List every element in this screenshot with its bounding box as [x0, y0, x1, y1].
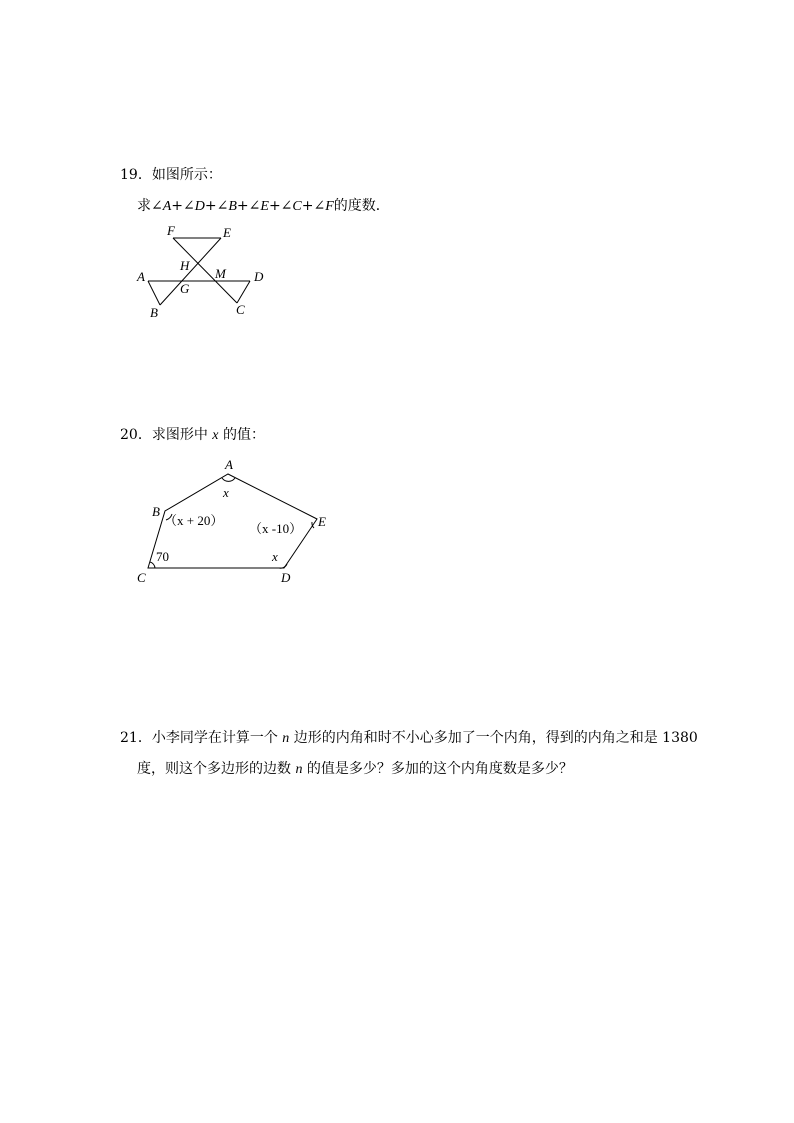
- question-text: 如图所示：: [151, 167, 222, 183]
- angle-term: ∠A: [151, 199, 172, 214]
- label-a: A: [137, 269, 145, 284]
- question-19-prompt: 求∠A+∠D+∠B+∠E+∠C+∠F的度数．: [137, 198, 390, 214]
- question-21-line-2: 度，则这个多边形的边数 n 的值是多少？多加的这个内角度数是多少？: [137, 761, 573, 777]
- angle-term: ∠E: [248, 199, 269, 214]
- label-m: M: [215, 266, 226, 281]
- label-b: B: [150, 305, 158, 320]
- question-number: 20．: [120, 427, 152, 443]
- label-d: D: [254, 269, 264, 284]
- label-d: D: [281, 570, 291, 585]
- angle-d-value: x: [272, 549, 278, 564]
- angle-arc-a: [222, 478, 235, 481]
- angle-term: ∠F: [313, 199, 334, 214]
- question-number: 21．: [120, 730, 152, 746]
- angle-term: ∠C: [280, 199, 302, 214]
- angle-c-value: 70: [156, 549, 169, 564]
- angle-b-value: （x + 20）: [164, 513, 224, 528]
- angle-e-value: （x -10）: [249, 521, 303, 536]
- variable-n: n: [295, 762, 303, 777]
- label-a: A: [225, 457, 233, 472]
- variable-x: x: [212, 428, 219, 443]
- question-21-line-1: 21．小李同学在计算一个 n 边形的内角和时不小心多加了一个内角，得到的内角之和是 1380: [120, 730, 698, 746]
- label-e: E: [223, 225, 231, 240]
- angle-arc-c: [150, 562, 155, 568]
- question-number: 19．: [120, 167, 152, 183]
- label-c: C: [137, 570, 146, 585]
- angle-term: ∠B: [216, 199, 237, 214]
- angle-term: ∠D: [183, 199, 205, 214]
- label-e: E: [318, 514, 326, 529]
- label-g: G: [180, 281, 190, 296]
- label-h: H: [180, 258, 190, 273]
- label-b: B: [152, 504, 160, 519]
- angle-a-value: x: [223, 485, 229, 500]
- label-f: F: [167, 223, 175, 238]
- variable-n: n: [282, 731, 290, 746]
- question-20-title: 20．求图形中 x 的值：: [120, 427, 265, 443]
- label-c: C: [236, 302, 245, 317]
